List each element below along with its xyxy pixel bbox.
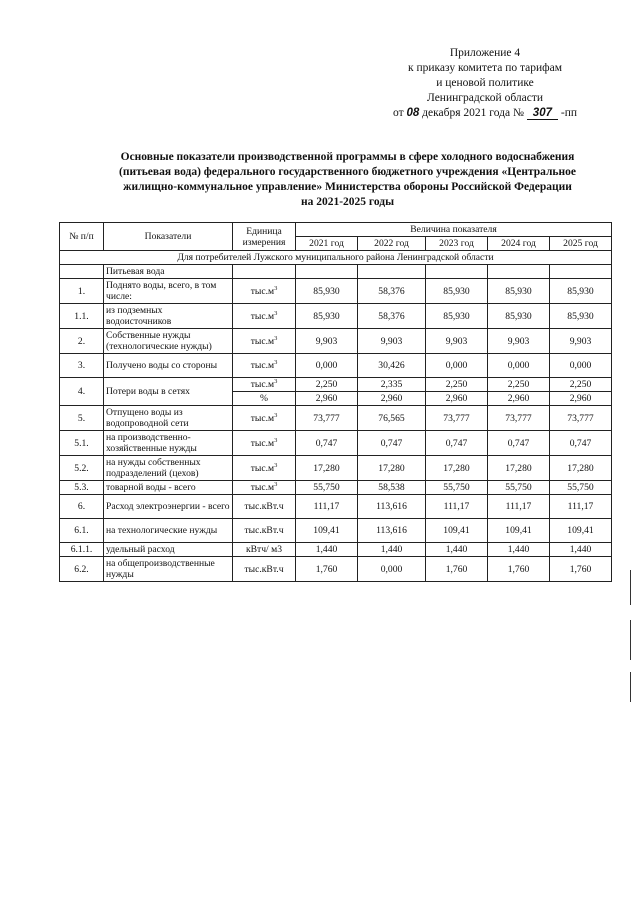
row-num: 6.1. [60,519,104,543]
row-value: 113,616 [358,495,426,519]
document-title [70,150,625,210]
row-value: 111,17 [550,495,612,519]
table-row [60,304,612,329]
unit-text: тыс.м [250,412,275,424]
row-value: 2,335 [358,378,426,392]
row-name: Собственные нужды (технологические нужды) [104,329,233,354]
row-value: 85,930 [296,279,358,304]
row-value: 9,903 [488,329,550,354]
section-row: Питьевая вода [104,265,233,279]
row-unit [233,279,296,304]
appendix-header [360,46,610,121]
row-value: 85,930 [426,279,488,304]
section-empty-cell [550,265,612,279]
row-value: 73,777 [426,406,488,431]
title-line: Основные показатели производственной программы в сфере холодного водоснабжения [120,151,575,163]
unit-text: тыс.кВт.ч [244,525,284,536]
row-value: 9,903 [296,329,358,354]
row-value: 17,280 [296,456,358,481]
row-value: 0,747 [358,431,426,456]
row-unit [233,354,296,378]
header-unit: Единица измерения [233,223,296,251]
row-name: Расход электроэнергии - всего [104,495,233,519]
header-year: 2022 год [358,237,426,251]
row-value: 9,903 [550,329,612,354]
unit-text: тыс.м [250,437,275,449]
header-num: № п/п [60,223,104,251]
unit-text: тыс.м [250,482,275,493]
row-value: 17,280 [550,456,612,481]
section-empty-cell [426,265,488,279]
row-name: товарной воды - всего [104,481,233,495]
appendix-line: Приложение 4 [449,47,521,59]
row-value: 1,440 [488,543,550,557]
table-row [60,329,612,354]
row-num: 5.2. [60,456,104,481]
row-value: 85,930 [550,279,612,304]
scan-edge-line [630,672,631,702]
row-value: 0,000 [426,354,488,378]
row-name: удельный расход [104,543,233,557]
row-value: 55,750 [488,481,550,495]
row-name: на нужды собственных подразделений (цехов) [104,456,233,481]
row-value: 2,250 [550,378,612,392]
row-value: 2,250 [426,378,488,392]
row-num: 3. [60,354,104,378]
unit-superscript: 3 [274,334,278,342]
row-value: 2,960 [426,392,488,406]
row-value: 58,538 [358,481,426,495]
row-unit [233,378,296,392]
table-row [60,431,612,456]
unit-superscript: 3 [274,411,278,419]
row-value: 0,747 [296,431,358,456]
row-name: на общепроизводственные нужды [104,557,233,582]
table-row [60,378,612,392]
table-row [60,406,612,431]
row-unit [233,304,296,329]
row-value: 0,747 [488,431,550,456]
unit-text: тыс.м [250,462,275,474]
row-value: 111,17 [296,495,358,519]
unit-superscript: 3 [274,436,278,444]
unit-text: тыс.м [250,310,275,322]
row-value: 2,250 [296,378,358,392]
row-value: 109,41 [550,519,612,543]
title-line: на 2021-2025 годы [300,196,395,208]
row-value: 0,747 [550,431,612,456]
row-value: 55,750 [296,481,358,495]
row-value: 85,930 [550,304,612,329]
row-value: 109,41 [488,519,550,543]
row-value: 85,930 [296,304,358,329]
section-empty-cell [358,265,426,279]
table-row [60,481,612,495]
appendix-line: Ленинградской области [426,92,544,104]
appendix-line: и ценовой политике [436,77,534,89]
section-empty-cell [488,265,550,279]
unit-superscript: 3 [274,377,278,385]
row-value: 109,41 [296,519,358,543]
unit-text: кВтч/ м3 [245,544,282,555]
row-value: 55,750 [550,481,612,495]
row-value: 2,250 [488,378,550,392]
section-empty-cell [296,265,358,279]
row-value: 1,760 [296,557,358,582]
row-num: 6.2. [60,557,104,582]
row-value: 109,41 [426,519,488,543]
scan-edge-line [630,620,631,660]
row-value: 85,930 [488,279,550,304]
row-value: 9,903 [426,329,488,354]
row-value: 1,760 [426,557,488,582]
scan-edge-line [630,570,631,605]
table-row [60,543,612,557]
unit-text: тыс.м [250,285,275,297]
row-value: 1,440 [550,543,612,557]
row-unit [233,481,296,495]
row-name: из подземных водоисточников [104,304,233,329]
row-value: 0,747 [426,431,488,456]
row-unit [233,543,296,557]
appendix-date-line [360,106,610,121]
table-row [60,519,612,543]
row-value: 73,777 [488,406,550,431]
row-value: 1,440 [296,543,358,557]
row-value: 85,930 [426,304,488,329]
row-value: 30,426 [358,354,426,378]
table-row [60,495,612,519]
row-value: 111,17 [488,495,550,519]
row-value: 111,17 [426,495,488,519]
row-name: Потери воды в сетях [104,378,233,406]
section-empty-cell [60,265,104,279]
row-value: 85,930 [488,304,550,329]
row-num: 6.1.1. [60,543,104,557]
unit-superscript: 3 [274,480,278,488]
row-value: 76,565 [358,406,426,431]
unit-superscript: 3 [274,309,278,317]
row-unit: % [233,392,296,406]
row-name: Отпущено воды из водопроводной сети [104,406,233,431]
header-indicator: Показатели [104,223,233,251]
row-unit [233,456,296,481]
unit-text: тыс.кВт.ч [244,563,284,575]
unit-superscript: 3 [274,284,278,292]
row-num: 6. [60,495,104,519]
row-value: 9,903 [358,329,426,354]
unit-superscript: 3 [274,358,278,366]
row-num: 5.3. [60,481,104,495]
unit-text: тыс.м [250,360,275,371]
row-unit [233,495,296,519]
row-value: 17,280 [488,456,550,481]
header-value-group: Величина показателя [296,223,612,237]
unit-text: тыс.м [250,379,275,390]
unit-text: тыс.м [250,335,275,347]
row-value: 55,750 [426,481,488,495]
table-row [60,354,612,378]
title-line: (питьевая вода) федерального государственного бюджетного учреждения «Центральное [119,166,576,178]
row-value: 2,960 [296,392,358,406]
table-row [60,456,612,481]
row-value: 2,960 [488,392,550,406]
indicators-table [59,222,612,582]
row-value: 1,440 [426,543,488,557]
row-value: 1,440 [358,543,426,557]
appendix-line: к приказу комитета по тарифам [408,62,562,74]
row-value: 113,616 [358,519,426,543]
table-row [60,557,612,582]
row-name: на технологические нужды [104,519,233,543]
row-name: Получено воды со стороны [104,354,233,378]
header-year: 2025 год [550,237,612,251]
row-unit [233,557,296,582]
section-empty-cell [233,265,296,279]
row-value: 1,760 [488,557,550,582]
row-value: 58,376 [358,279,426,304]
row-value: 73,777 [296,406,358,431]
header-year: 2024 год [488,237,550,251]
row-value: 17,280 [426,456,488,481]
region-row: Для потребителей Лужского муниципального района Ленинградской области [60,251,612,265]
row-name: Поднято воды, всего, в том числе: [104,279,233,304]
row-name: на производственно-хозяйственные нужды [104,431,233,456]
row-value: 2,960 [550,392,612,406]
row-value: 0,000 [358,557,426,582]
header-year: 2023 год [426,237,488,251]
date-rest: декабря 2021 года № [422,107,524,119]
date-prefix: от [392,107,404,119]
row-num: 2. [60,329,104,354]
unit-text: тыс.кВт.ч [244,501,284,512]
row-num: 5. [60,406,104,431]
header-year: 2021 год [296,237,358,251]
row-unit [233,329,296,354]
row-unit [233,519,296,543]
date-suffix: -пп [560,107,577,119]
date-day: 08 [406,107,420,119]
row-value: 0,000 [488,354,550,378]
row-num: 4. [60,378,104,406]
unit-superscript: 3 [274,461,278,469]
row-num: 1. [60,279,104,304]
row-value: 0,000 [550,354,612,378]
order-number: 307 [527,107,558,120]
row-value: 17,280 [358,456,426,481]
row-value: 58,376 [358,304,426,329]
row-value: 2,960 [358,392,426,406]
row-value: 0,000 [296,354,358,378]
row-unit [233,431,296,456]
table-row [60,279,612,304]
title-line: жилищно-коммунальное управление» Министерства обороны Российской Федерации [123,181,572,193]
row-num: 1.1. [60,304,104,329]
row-value: 1,760 [550,557,612,582]
row-num: 5.1. [60,431,104,456]
row-value: 73,777 [550,406,612,431]
row-unit [233,406,296,431]
